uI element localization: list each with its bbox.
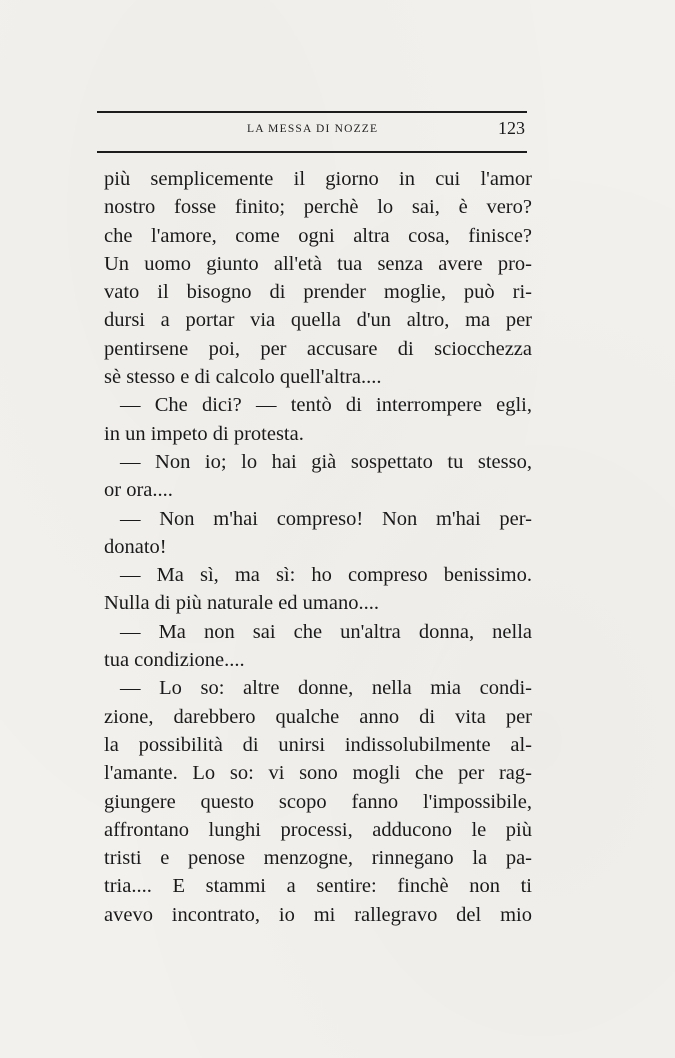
text-line: che l'amore, come ogni altra cosa, finisce? (104, 224, 532, 247)
text-line: affrontano lunghi processi, adducono le più (104, 818, 532, 841)
text-line: — Che dici? — tentò di interrompere egli, (120, 394, 532, 417)
text-line: — Lo so: altre donne, nella mia condi- (120, 677, 532, 700)
text-line: — Ma non sai che un'altra donna, nella (120, 620, 532, 643)
text-line: giungere questo scopo fanno l'impossibile, (104, 790, 532, 813)
page-number: 123 (498, 118, 525, 138)
text-line: la possibilità di unirsi indissolubilmente al- (104, 733, 532, 756)
header-bottom-rule (97, 151, 527, 153)
text-line: — Non io; lo hai già sospettato tu stesso, (120, 450, 532, 473)
text-line: — Ma sì, ma sì: ho compreso benissimo. (120, 564, 532, 587)
text-line: — Non m'hai compreso! Non m'hai per- (120, 507, 532, 530)
body-text (104, 165, 532, 929)
text-line: Nulla di più naturale ed umano.... (104, 592, 379, 615)
text-line: in un impeto di protesta. (104, 422, 304, 445)
running-title: LA MESSA DI NOZZE (247, 123, 379, 135)
text-line: sè stesso e di calcolo quell'altra.... (104, 366, 382, 389)
text-line: or ora.... (104, 479, 173, 502)
text-line: donato! (104, 535, 167, 558)
text-line: vato il bisogno di prender moglie, può ri- (104, 281, 532, 304)
text-line: dursi a portar via quella d'un altro, ma per (104, 309, 532, 332)
text-line: avevo incontrato, io mi rallegravo del mio (104, 903, 532, 926)
text-line: Un uomo giunto all'età tua senza avere pro- (104, 252, 532, 275)
text-line: tria.... E stammi a sentire: finchè non ti (104, 875, 532, 898)
text-line: nostro fosse finito; perchè lo sai, è vero? (104, 196, 532, 219)
text-line: tua condizione.... (104, 649, 245, 672)
header-top-rule (97, 111, 527, 113)
text-line: zione, darebbero qualche anno di vita per (104, 705, 532, 728)
text-line: più semplicemente il giorno in cui l'amor (104, 168, 532, 190)
text-line: pentirsene poi, per accusare di sciocchezza (104, 337, 532, 360)
text-line: l'amante. Lo so: vi sono mogli che per rag- (104, 762, 532, 785)
running-head (97, 120, 527, 142)
text-line: tristi e penose menzogne, rinnegano la pa- (104, 847, 532, 870)
